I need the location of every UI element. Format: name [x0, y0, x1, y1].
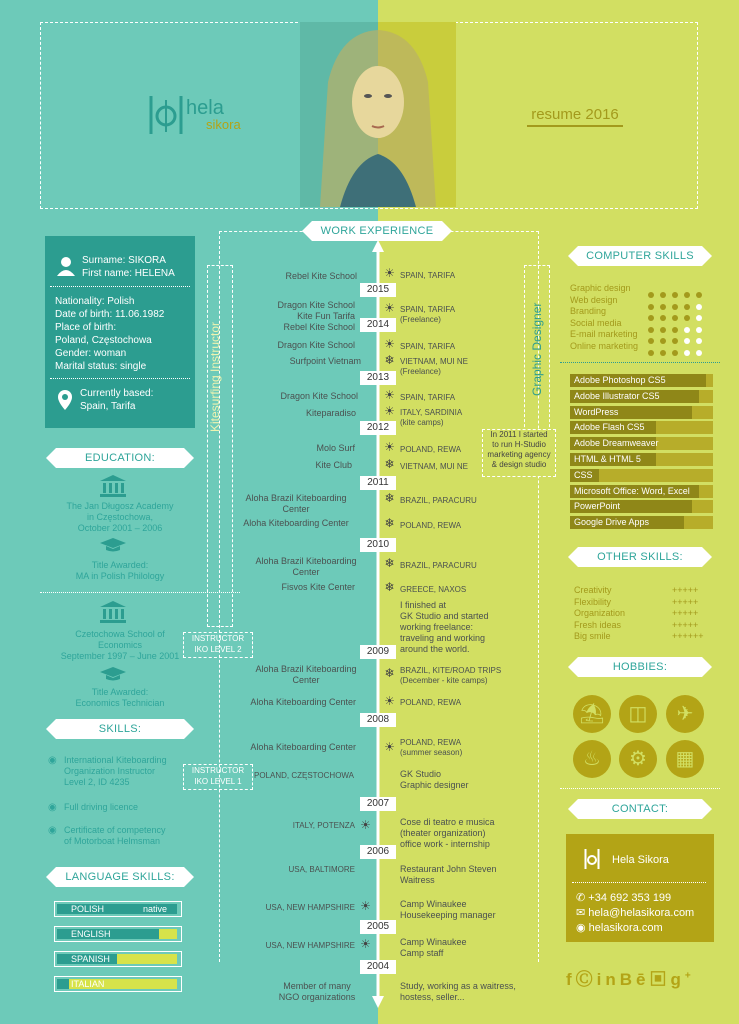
software-skill-label: WordPress [574, 406, 619, 417]
job-employer: Kite Club [315, 460, 352, 470]
job-location: SPAIN, TARIFA [400, 271, 456, 280]
first-name: First name: HELENA [82, 268, 175, 279]
software-skill-label: HTML & HTML 5 [574, 454, 641, 464]
year-marker: 2012 [360, 421, 396, 435]
rating-dot-row [648, 331, 708, 339]
sewing-machine-icon: ⚙ [619, 740, 657, 778]
other-skills-heading: OTHER SKILLS: [578, 547, 702, 567]
job-location: SPAIN, TARIFA [400, 342, 456, 351]
skills-heading: SKILLS: [56, 719, 184, 739]
software-skill-bar [570, 374, 713, 387]
instructor-level-2-badge: INSTRUCTOR IKO LEVEL 2 [183, 632, 253, 658]
job-location: USA, NEW HAMPSHIRE [265, 903, 355, 912]
job-location: POLAND, CZĘSTOCHOWA [254, 771, 355, 780]
logo-icon [584, 848, 600, 875]
job-location: VIETNAM, MUI NE (Freelance) [400, 357, 469, 376]
software-skill-label: Adobe Photoshop CS5 [574, 375, 666, 385]
software-skill-bar [570, 516, 713, 529]
language-bar-spanish: SPANISH [54, 951, 182, 967]
year-marker: 2004 [360, 960, 396, 974]
software-skill-bar [570, 469, 713, 482]
job-location: GREECE, NAXOS [400, 585, 467, 594]
year-marker: 2009 [360, 645, 396, 659]
year-marker: 2015 [360, 283, 396, 297]
software-skill-label: Google Drive Apps [574, 517, 650, 528]
sun-icon: ☀ [384, 440, 395, 454]
job-description: Camp Winaukee Camp staff [400, 937, 467, 958]
job-location: POLAND, REWA [400, 445, 462, 454]
contact-name: Hela Sikora [612, 854, 669, 866]
sun-icon: ☀ [360, 899, 371, 913]
job-description: GK Studio Graphic designer [400, 769, 469, 790]
snowflake-icon: ❄ [384, 666, 395, 680]
marital-status: Marital status: single [55, 361, 147, 372]
kitesurf-icon: ⛱ [573, 695, 611, 733]
education-award-2: Title Awarded: Economics Technician [75, 687, 165, 708]
software-skill-label: Adobe Dreamweaver [574, 438, 659, 449]
logo-icon [148, 94, 184, 141]
divider [50, 378, 190, 379]
skill-item-2: Full driving licence [64, 802, 139, 812]
h-studio-note: In 2011 I started to run H-Studio marketing agency & design studio [482, 429, 556, 477]
computer-skills-heading: COMPUTER SKILLS [578, 246, 702, 266]
sun-icon: ☀ [384, 301, 395, 315]
place-of-birth-label: Place of birth: [55, 322, 117, 333]
logo-first-name: hela [186, 97, 224, 119]
contact-phone-row[interactable]: ✆ +34 692 353 199 [576, 892, 672, 904]
gender: Gender: woman [55, 348, 127, 359]
sun-icon: ☀ [384, 388, 395, 402]
job-employer: Kiteparadiso [305, 408, 356, 418]
year-marker: 2005 [360, 920, 396, 934]
cooking-icon: ♨ [573, 740, 611, 778]
contact-heading: CONTACT: [578, 799, 702, 819]
university-icon [100, 475, 126, 497]
graphic-designer-label: Graphic Designer [530, 302, 544, 396]
currently-based: Spain, Tarifa [80, 401, 136, 412]
facebook-icon[interactable]: f [566, 970, 576, 989]
work-experience-heading: WORK EXPERIENCE [312, 221, 442, 241]
divider [560, 362, 720, 363]
rating-dot [672, 350, 678, 356]
software-skill-bar [570, 485, 713, 498]
year-marker: 2010 [360, 538, 396, 552]
job-employer: Surfpoint Vietnam [289, 356, 361, 366]
language-bar-italian: ITALIAN [54, 976, 182, 992]
job-employer: Aloha Kiteboarding Center [243, 518, 349, 528]
job-employer: Fisvos Kite Center [281, 582, 355, 592]
timeline-arrow [374, 240, 382, 1005]
rating-dot [660, 350, 666, 356]
education-school-1: The Jan Długosz Academy in Częstochowa, October 2001 – 2006 [66, 501, 174, 533]
book-icon: ▦ [666, 740, 704, 778]
year-marker: 2014 [360, 318, 396, 332]
job-employer: Dragon Kite School [277, 340, 355, 350]
education-school-2: Czetochowa School of Economics September 1997 – June 2001 [60, 629, 180, 661]
software-skill-bar [570, 437, 713, 450]
education-heading: EDUCATION: [56, 448, 184, 468]
medal-icon: ◉ [48, 802, 57, 813]
instagram-icon[interactable]: ▣ [649, 970, 671, 989]
google-plus-icon[interactable]: g+ [670, 970, 695, 989]
software-skill-label: PowerPoint [574, 501, 621, 512]
language-bar-english: ENGLISH [54, 926, 182, 942]
skype-icon[interactable]: Ⓒ [575, 970, 597, 989]
job-employer: Rebel Kite School [285, 271, 357, 281]
job-employer: Aloha Brazil Kiteboarding Center [255, 556, 357, 577]
sun-icon: ☀ [384, 740, 395, 754]
surfboard-icon: ◫ [619, 695, 657, 733]
job-location: BRAZIL, PARACURU [400, 496, 477, 505]
language-bar-polish: POLISH native [54, 901, 182, 917]
skill-item-3: Certificate of competency of Motorboat Helmsman [64, 825, 166, 846]
software-skill-bar [570, 390, 713, 403]
other-skill-ratings: +++++ +++++ +++++ +++++ ++++++ [672, 585, 704, 641]
snowflake-icon: ❄ [384, 516, 395, 530]
year-marker: 2006 [360, 845, 396, 859]
job-employer: Dragon Kite School Kite Fun Tarifa Rebel Kite School [277, 300, 355, 332]
rated-skill-list: Graphic design Web design Branding Social media E-mail marketing Online marketing [570, 283, 639, 351]
travel-plane-icon: ✈ [666, 695, 704, 733]
year-marker: 2013 [360, 371, 396, 385]
contact-web-row[interactable]: ◉ helasikora.com [576, 922, 663, 934]
hobbies-heading: HOBBIES: [578, 657, 702, 677]
phone-icon: ✆ [576, 892, 586, 904]
job-employer: Aloha Brazil Kiteboarding Center [245, 493, 347, 514]
resume-year-label: resume 2016 [531, 106, 619, 123]
linkedin-icon[interactable]: in [596, 970, 620, 989]
software-skill-label: Adobe Flash CS5 [574, 422, 645, 433]
job-location: POLAND, REWA (summer season) [400, 738, 463, 757]
job-location: VIETNAM, MUI NE [400, 462, 469, 471]
surname: Surname: SIKORA [82, 255, 166, 266]
software-skill-bar [570, 500, 713, 513]
sun-icon: ☀ [384, 694, 395, 708]
job-employer: Dragon Kite School [280, 391, 358, 401]
other-skill-list: Creativity Flexibility Organization Fresh ideas Big smile [574, 585, 626, 641]
resume-underline [527, 125, 623, 127]
location-pin-icon [58, 390, 72, 410]
education-award-1: Title Awarded: MA in Polish Philology [75, 560, 165, 581]
divider [50, 286, 190, 287]
job-description: Camp Winaukee Housekeeping manager [400, 899, 496, 920]
year-marker: 2011 [360, 476, 396, 490]
job-location: USA, BALTIMORE [288, 865, 355, 874]
rating-dot [696, 350, 702, 356]
medal-icon: ◉ [48, 755, 57, 766]
currently-based-label: Currently based: [80, 388, 154, 399]
snowflake-icon: ❄ [384, 580, 395, 594]
job-employer: Member of many NGO organizations [278, 981, 356, 1002]
job-description: I finished at GK Studio and started working freelance: traveling and working around the world. [400, 600, 489, 654]
job-location: BRAZIL, PARACURU [400, 561, 477, 570]
job-location: POLAND, REWA [400, 698, 462, 707]
job-employer: Aloha Kiteboarding Center [250, 742, 356, 752]
job-location: SPAIN, TARIFA (Freelance) [400, 305, 456, 324]
skill-item-1: International Kiteboarding Organization Instructor Level 2, ID 4235 [64, 755, 167, 787]
sun-icon: ☀ [384, 266, 395, 280]
graduation-cap-icon [100, 538, 126, 552]
sun-icon: ☀ [360, 818, 371, 832]
job-employer: Aloha Brazil Kiteboarding Center [255, 664, 357, 685]
language-skills-heading: LANGUAGE SKILLS: [56, 867, 184, 887]
job-location: ITALY, POTENZA [292, 821, 355, 830]
divider [560, 788, 720, 789]
job-description: Study, working as a waitress, hostess, seller... [400, 981, 516, 1002]
software-skill-bar [570, 421, 713, 434]
job-employer: Aloha Kiteboarding Center [250, 697, 356, 707]
rating-dot-row [648, 285, 708, 293]
instructor-level-1-badge: INSTRUCTOR IKO LEVEL 1 [183, 764, 253, 790]
behance-icon[interactable]: Bē [619, 970, 650, 989]
sun-icon: ☀ [384, 404, 395, 418]
snowflake-icon: ❄ [384, 457, 395, 471]
place-of-birth: Poland, Częstochowa [55, 335, 152, 346]
software-skill-label: Adobe Illustrator CS5 [574, 390, 660, 401]
year-marker: 2008 [360, 713, 396, 727]
rating-dot [684, 350, 690, 356]
user-icon [57, 256, 75, 276]
email-icon: ✉ [576, 907, 586, 919]
rating-dot-row [648, 343, 708, 351]
software-skill-label: Microsoft Office: Word, Excel [574, 485, 690, 496]
rating-dot [648, 350, 654, 356]
software-skill-label: CSS [574, 469, 593, 480]
date-of-birth: Date of birth: 11.06.1982 [55, 309, 165, 320]
divider [572, 882, 706, 883]
rating-dot-row [648, 308, 708, 316]
portrait-photo [300, 22, 456, 207]
software-skill-bar [570, 406, 713, 419]
globe-icon: ◉ [576, 922, 586, 934]
kitesurfing-instructor-label [208, 408, 222, 432]
job-location: BRAZIL, KITE/ROAD TRIPS (December - kite camps) [400, 666, 502, 685]
job-location: USA, NEW HAMPSHIRE [265, 941, 355, 950]
rating-dot-row [648, 320, 708, 328]
medal-icon: ◉ [48, 825, 57, 836]
year-marker: 2007 [360, 797, 396, 811]
logo-last-name: sikora [206, 117, 241, 132]
snowflake-icon: ❄ [384, 556, 395, 570]
rating-dot-row [648, 297, 708, 305]
nationality: Nationality: Polish [55, 296, 135, 307]
job-location: POLAND, REWA [400, 521, 462, 530]
job-employer: Molo Surf [316, 443, 355, 453]
job-description: Cose di teatro e musica (theater organization) office work - internship [400, 817, 495, 849]
graduation-cap-icon [100, 667, 126, 681]
sun-icon: ☀ [360, 937, 371, 951]
snowflake-icon: ❄ [384, 491, 395, 505]
job-location: ITALY, SARDINIA (kite camps) [400, 408, 463, 427]
software-skill-bar [570, 453, 713, 466]
contact-email-row[interactable]: ✉ hela@helasikora.com [576, 907, 695, 919]
university-icon [100, 601, 126, 623]
sun-icon: ☀ [384, 337, 395, 351]
snowflake-icon: ❄ [384, 353, 395, 367]
social-icons [566, 965, 695, 990]
job-description: Restaurant John Steven Waitress [400, 864, 497, 885]
job-location: SPAIN, TARIFA [400, 393, 456, 402]
